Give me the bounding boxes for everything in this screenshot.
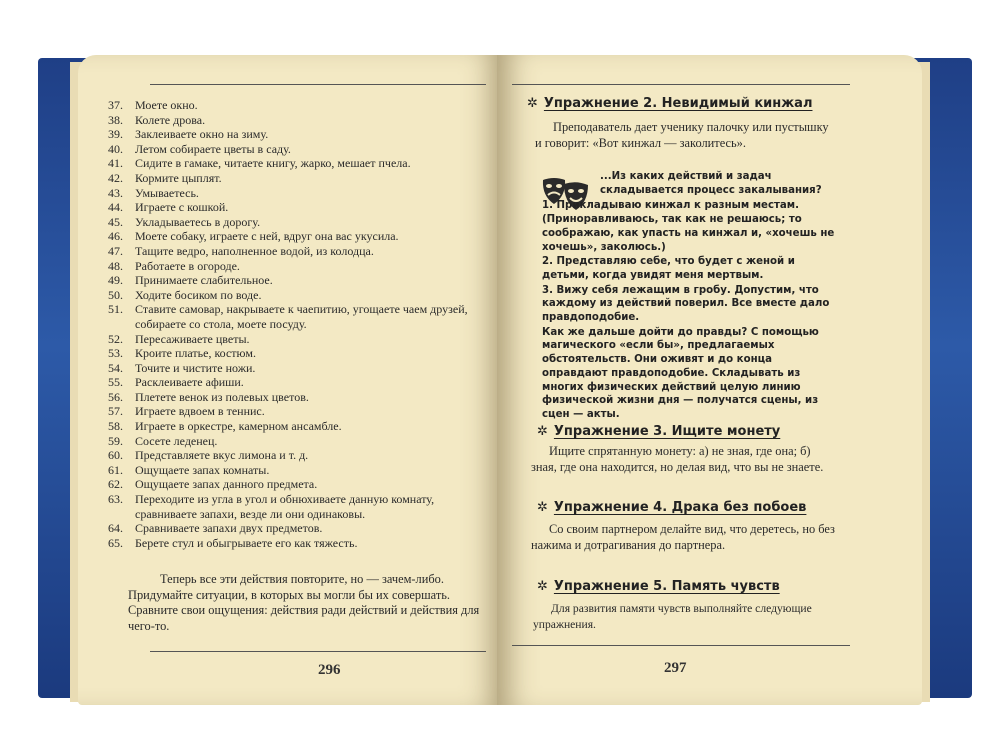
list-item-number: 59.	[108, 433, 123, 448]
left-bottom-rule	[150, 651, 486, 652]
exercise-5-text: Для развития памяти чувств выполняйте следующие упражнения.	[533, 602, 812, 631]
list-item-number: 38.	[108, 112, 123, 127]
asterisk-icon: ✲	[537, 579, 548, 594]
list-item-text: Расклеиваете афиши.	[135, 375, 244, 390]
list-item-text: Играете с кошкой.	[135, 200, 229, 215]
list-item-text: Заклеиваете окно на зиму.	[135, 127, 269, 142]
right-top-rule	[512, 84, 850, 85]
list-item	[108, 244, 488, 259]
box-line: 3. Вижу себя лежащим в гробу. Допустим, что каждому из действий поверил. Все вместе дало правдоподобие.	[542, 284, 830, 324]
list-item-text: Ставите самовар, накрываете к чаепитию, угощаете чаем друзей, собираете со стола, моете посуду.	[135, 302, 468, 331]
list-item	[108, 259, 488, 274]
list-item-text: Точите и чистите ножи.	[135, 360, 256, 375]
list-item	[108, 113, 488, 128]
list-item-number: 58.	[108, 419, 123, 434]
list-item	[108, 302, 488, 331]
list-item-number: 60.	[108, 448, 123, 463]
list-item	[108, 404, 488, 419]
list-item-text: Тащите ведро, наполненное водой, из колодца.	[135, 243, 374, 258]
list-item-number: 39.	[108, 127, 123, 142]
quote-box	[542, 170, 838, 423]
list-item-text: Пересаживаете цветы.	[135, 331, 250, 346]
list-item	[108, 536, 488, 551]
list-item-number: 63.	[108, 492, 123, 507]
box-line: 1. Прикладываю кинжал к разным местам. (Приноравливаюсь, так как не решаюсь; то соображаю, как упасть на кинжал и, «хочешь не хочешь», заколюсь.)	[542, 200, 835, 253]
list-item-text: Укладываетесь в дорогу.	[135, 214, 261, 229]
list-item-text: Принимаете слабительное.	[135, 273, 273, 288]
list-item	[108, 361, 488, 376]
list-item-number: 37.	[108, 98, 123, 112]
list-item	[108, 477, 488, 492]
exercise-2-title	[527, 96, 812, 111]
list-item-text: Сосете леденец.	[135, 433, 218, 448]
list-item-number: 64.	[108, 521, 123, 536]
list-item	[108, 200, 488, 215]
list-item-text: Ощущаете запах данного предмета.	[135, 477, 318, 492]
list-item	[108, 156, 488, 171]
asterisk-icon: ✲	[537, 500, 548, 515]
exercise-5-title	[537, 579, 780, 594]
exercise-4-title	[537, 500, 806, 515]
list-item-text: Колете дрова.	[135, 112, 206, 127]
page-number-left: 296	[318, 662, 341, 678]
page-number-right: 297	[664, 660, 687, 676]
list-item-number: 49.	[108, 273, 123, 288]
exercise-3-text: Ищите спрятанную монету: а) не зная, где она; б) зная, где она находится, но делая вид, что вы не знаете.	[531, 444, 824, 474]
list-item	[108, 98, 488, 113]
list-item-text: Плетете венок из полевых цветов.	[135, 389, 309, 404]
list-item-number: 41.	[108, 156, 123, 171]
list-item-number: 40.	[108, 141, 123, 156]
exercise-4-text: Со своим партнером делайте вид, что деретесь, но без нажима и дотрагивания до партнера.	[531, 522, 835, 552]
list-item-text: Играете в оркестре, камерном ансамбле.	[135, 419, 342, 434]
list-item-text: Сидите в гамаке, читаете книгу, жарко, мешает пчела.	[135, 156, 411, 171]
box-line: Как же дальше дойти до правды? С помощью магического «если бы», предлагаемых обстоятельств. Они оживят и до конца оправдают правдоподобие. Складывать из многих физических действий целую линию физической жизни дня — получатся сцены, из сцен — акты.	[542, 326, 819, 420]
list-item-text: Берете стул и обыгрываете его как тяжесть.	[135, 535, 358, 550]
list-item-number: 44.	[108, 200, 123, 215]
exercise-3-title	[537, 424, 780, 439]
list-item-text: Моете окно.	[135, 98, 198, 112]
list-item-text: Переходите из угла в угол и обнюхиваете данную комнату, сравниваете запахи, везде ли они одинаковы.	[135, 492, 435, 521]
exercise-2-title-text: Упражнение 2. Невидимый кинжал	[543, 96, 813, 111]
list-item-number: 57.	[108, 404, 123, 419]
right-bottom-rule	[512, 645, 850, 646]
list-item	[108, 390, 488, 405]
list-item-text: Кроите платье, костюм.	[135, 346, 256, 361]
list-item-text: Представляете вкус лимона и т. д.	[135, 448, 309, 463]
list-item-text: Летом собираете цветы в саду.	[135, 141, 291, 156]
list-item	[108, 448, 488, 463]
list-item-number: 55.	[108, 375, 123, 390]
list-item-number: 45.	[108, 214, 123, 229]
list-item-text: Сравниваете запахи двух предметов.	[135, 521, 323, 536]
list-item	[108, 215, 488, 230]
list-item	[108, 419, 488, 434]
list-item-number: 48.	[108, 258, 123, 273]
list-item-text: Ходите босиком по воде.	[135, 287, 262, 302]
box-question: ...Из каких действий и задач складывается процесс закалывания?	[600, 171, 822, 196]
action-list	[108, 98, 488, 550]
list-item	[108, 288, 488, 303]
list-item-number: 43.	[108, 185, 123, 200]
list-item-number: 62.	[108, 477, 123, 492]
list-item-number: 46.	[108, 229, 123, 244]
list-item	[108, 346, 488, 361]
list-item-text: Играете вдвоем в теннис.	[135, 404, 265, 419]
list-item-text: Ощущаете запах комнаты.	[135, 462, 270, 477]
list-item-text: Работаете в огороде.	[135, 258, 240, 273]
list-item	[108, 273, 488, 288]
list-item-number: 51.	[108, 302, 123, 317]
list-item-number: 61.	[108, 462, 123, 477]
exercise-3-title-text: Упражнение 3. Ищите монету	[553, 424, 781, 439]
list-item	[108, 229, 488, 244]
list-item-number: 65.	[108, 535, 123, 550]
asterisk-icon: ✲	[527, 96, 538, 111]
list-item-number: 54.	[108, 360, 123, 375]
left-top-rule	[150, 84, 486, 85]
exercise-2-text: Преподаватель дает ученику палочку или пустышку и говорит: «Вот кинжал — заколитесь».	[535, 120, 829, 150]
list-item	[108, 434, 488, 449]
box-line: 2. Представляю себе, что будет с женой и детьми, когда увидят меня мертвым.	[542, 256, 795, 281]
list-item-number: 42.	[108, 170, 123, 185]
exercise-4-title-text: Упражнение 4. Драка без побоев	[553, 500, 807, 515]
list-item	[108, 332, 488, 347]
list-item-number: 47.	[108, 243, 123, 258]
list-item	[108, 463, 488, 478]
list-item	[108, 521, 488, 536]
list-item-number: 52.	[108, 331, 123, 346]
list-item	[108, 142, 488, 157]
list-item-text: Кормите цыплят.	[135, 170, 222, 185]
closing-paragraph: Теперь все эти действия повторите, но — зачем-либо. Придумайте ситуации, в которых вы могли бы их совершать. Сравните свои ощущения: действия ради действий и действия для чего-то.	[128, 572, 480, 633]
asterisk-icon: ✲	[537, 424, 548, 439]
list-item	[108, 492, 488, 521]
box-lines	[542, 199, 838, 421]
list-item-number: 56.	[108, 389, 123, 404]
list-item	[108, 127, 488, 142]
exercise-5-title-text: Упражнение 5. Память чувств	[553, 579, 780, 594]
list-item-number: 50.	[108, 287, 123, 302]
list-item-number: 53.	[108, 346, 123, 361]
list-item-text: Моете собаку, играете с ней, вдруг она вас укусила.	[135, 229, 399, 244]
list-item	[108, 186, 488, 201]
list-item	[108, 375, 488, 390]
list-item	[108, 171, 488, 186]
list-item-text: Умываетесь.	[135, 185, 199, 200]
